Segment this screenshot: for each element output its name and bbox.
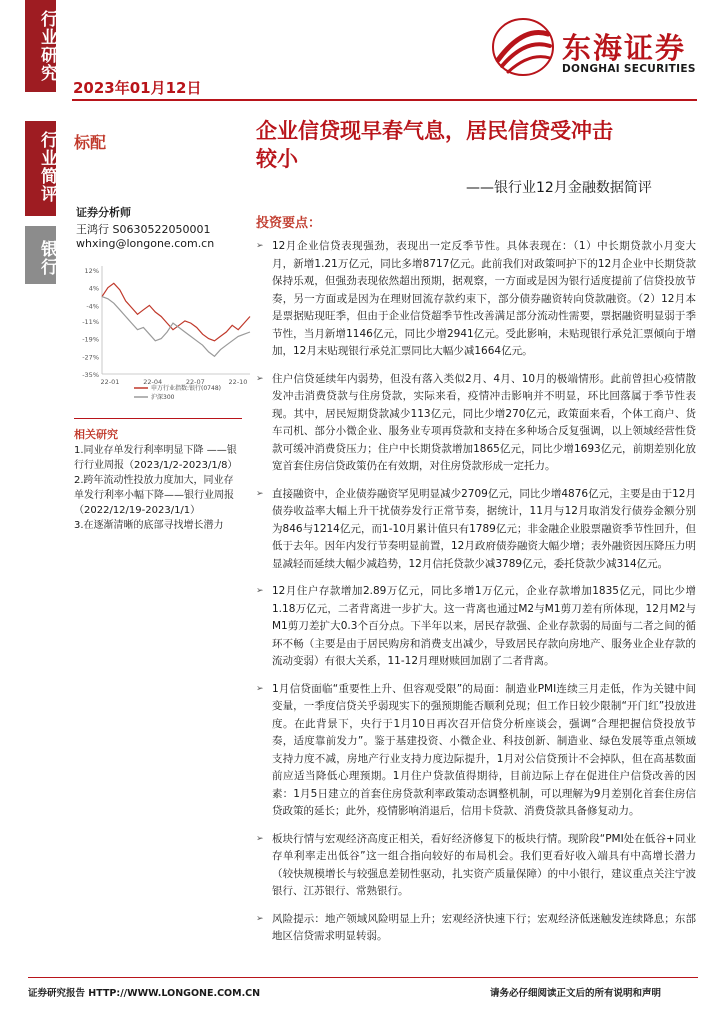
chart-ytick-label: -19% xyxy=(82,335,99,344)
key-points-title: 投资要点： xyxy=(256,216,322,231)
analyst-name: 王鸿行 S0630522050001 xyxy=(76,223,211,236)
header-divider xyxy=(72,99,697,101)
report-title xyxy=(256,117,696,173)
analyst-label: 证券分析师 xyxy=(76,206,131,219)
arrow-bullet-icon: ➢ xyxy=(256,683,264,694)
chart-series-line-2 xyxy=(102,297,250,357)
analyst-email[interactable]: whxing@longone.com.cn xyxy=(76,237,215,250)
chart-ytick-label: 4% xyxy=(88,284,99,293)
left-column-divider xyxy=(74,418,242,419)
chart-ytick-label: -27% xyxy=(82,353,99,362)
key-point-text: 风险提示：地产领域风险明显上升；宏观经济快速下行；宏观经济低迷触发连续降息；东部地区信贷需求明显转弱。 xyxy=(272,912,696,942)
chart-legend-label: 沪深300 xyxy=(151,394,175,401)
arrow-bullet-icon: ➢ xyxy=(256,488,264,499)
key-point xyxy=(256,583,696,671)
performance-chart xyxy=(74,256,254,406)
key-point xyxy=(256,238,696,361)
side-tab-industry-brief: 行业简评 xyxy=(37,131,57,203)
logo-name-cn: 东海证券 xyxy=(562,31,687,65)
footer-left[interactable]: 证券研究报告 HTTP://WWW.LONGONE.COM.CN xyxy=(28,988,261,999)
arrow-bullet-icon: ➢ xyxy=(256,373,264,384)
chart-xtick-label: 22-07 xyxy=(185,378,205,386)
key-point-text: 直接融资中，企业债券融资罕见明显减少2709亿元，同比少增4876亿元，主要是由于12月债券收益率大幅上升干扰债券发行正常节奏，据统计，11月与12月取消发行债券金额分别为846与1214亿元，而1-10月累计值只有1789亿元；非金融企业股票融资季节性回升，但低于去年。因年内发行节奏明显前置，12月政府债券融资大幅少增；表外融资因压降压力明显减轻而延续大幅少减趋势，12月信托贷款少减3789亿元，委托贷款少减314亿元。 xyxy=(272,487,696,570)
key-point-text: 12月企业信贷表现强劲，表现出一定反季节性。具体表现在：（1）中长期贷款小月变大月，新增1.21万亿元，同比多增8717亿元。此前我们对政策呵护下的12月企业中长期贷款保持乐观，但强劲表现依然超出预期，据观察，一方面或是因为银行适度提前了信贷投放节奏，另一方面或是因为在理财回流存款约束下，部分债券融资转向贷款融资。（2）12月本是票据贴现旺季，但由于企业信贷超季节性改善满足部分流动性需要，票据融资明显弱于季节性，当月新增1146亿元，同比少增2941亿元。受此影响，未贴现银行承兑汇票倾向于增加，12月末贴现银行承兑汇票同比大幅少减1664亿元。 xyxy=(272,240,696,357)
key-point xyxy=(256,681,696,821)
key-point-text: 12月住户存款增加2.89万亿元，同比多增1万亿元，企业存款增加1835亿元，同比少增1.18万亿元，二者背离进一步扩大。这一背离也通过M2与M1剪刀差有所体现，12月M2与M1剪刀差扩大0.3个百分点。下半年以来，居民存款强、企业存款弱的局面与二者之间的循环不畅（主要是由于居民购房和消费支出减少，导致居民存款向房地产、服务业企业存款的流动变弱）有很大关系，11-12月理财赎回加剧了二者背离。 xyxy=(272,585,696,667)
key-point xyxy=(256,486,696,574)
chart-ytick-label: -35% xyxy=(82,371,99,379)
chart-xtick-label: 22-01 xyxy=(100,378,120,386)
chart-ytick-label: -4% xyxy=(86,302,99,311)
report-date: 2023年01月12日 xyxy=(73,79,202,97)
title-line-2: 较小 xyxy=(256,147,298,171)
arrow-bullet-icon: ➢ xyxy=(256,241,264,251)
chart-legend-label: 申万行业指数:银行(0748) xyxy=(151,385,221,392)
report-subtitle: ——银行业12月金融数据简评 xyxy=(466,180,652,196)
related-item[interactable]: 1.同业存单发行利率明显下降 ——银行行业周报（2023/1/2-2023/1/8） xyxy=(74,445,238,471)
chart-xtick-label: 22-04 xyxy=(143,378,163,386)
side-tab-bank: 银行 xyxy=(37,240,57,276)
key-point-text: 板块行情与宏观经济高度正相关，看好经济修复下的板块行情。现阶段“PMI处在低谷+同业存单利率走出低谷”这一组合指向较好的布局机会。我们更看好收入端具有中高增长潜力（较快规模增长与较强息差韧性驱动，扎实资产质量保障）的中小银行，建议重点关注宁波银行、江苏银行、常熟银行。 xyxy=(272,832,696,897)
logo-name-en: DONGHAI SECURITIES xyxy=(562,63,696,75)
donghai-logo-icon xyxy=(490,16,556,78)
key-point-text: 1月信贷面临“重要性上升、但容观受限”的局面：制造业PMI连续三月走低，作为关键中间变量，一季度信贷关乎弱现实下的强预期能否顺利兑现；但工作日较少限制“开门红”投放进度。在此背景下，央行于1月10日再次召开信贷分析座谈会，强调“合理把握信贷投放节奏，适度靠前发力”。鉴于基建投资、小微企业、科技创新、制造业、绿色发展等重点领域支持力度不减，房地产行业支持力度边际提升，1月对公信贷预计不会掉队，但在高基数面前应适当降低心理预期。1月住户贷款值得期待，目前边际上存在促进住户信贷改善的因素：1月5日建立的首套住房贷款利率政策动态调整机制，可以理解为9月差别化首套住房信贷政策的延长；此外，疫情影响消退后，信用卡贷款、消费贷款具备修复动力。 xyxy=(272,682,696,817)
title-line-1: 企业信贷现早春气息，居民信贷受冲击 xyxy=(256,119,613,143)
related-research-list xyxy=(74,443,242,533)
side-tab-industry-research: 行业研究 xyxy=(37,10,57,82)
chart-xtick-label: 22-10 xyxy=(228,378,248,386)
key-points-list xyxy=(256,238,696,956)
arrow-bullet-icon: ➢ xyxy=(256,913,264,924)
footer-disclaimer: 请务必仔细阅读正文后的所有说明和声明 xyxy=(490,988,662,999)
chart-ytick-label: -11% xyxy=(82,317,99,326)
key-point xyxy=(256,911,696,946)
related-research-title: 相关研究 xyxy=(74,428,118,441)
footer-divider xyxy=(28,977,698,978)
chart-series-line-1 xyxy=(102,283,250,341)
key-point xyxy=(256,831,696,901)
key-point-text: 住户信贷延续年内弱势，但没有落入类似2月、4月、10月的极端情形。此前曾担心疫情散发冲击消费贷款与住房贷款，实际来看，疫情冲击影响并不明显，环比回落属于季节性表现。其中，居民短期贷款减少113亿元，同比少增270亿元，政策面来看，个体工商户、货车司机、部分小微企业、服务业专项再贷款和支持在多种场合反复强调，以上领域经营性贷款可缓冲消费贷压力；住户中长期贷款增加1865亿元，同比少增1693亿元，前期差别化放宽首套住房信贷政策仍在有效期，对住房贷款形成一定托力。 xyxy=(272,372,696,472)
key-point xyxy=(256,371,696,476)
related-item[interactable]: 3.在逐渐清晰的底部寻找增长潜力 xyxy=(74,520,224,531)
arrow-bullet-icon: ➢ xyxy=(256,833,264,844)
arrow-bullet-icon: ➢ xyxy=(256,586,264,596)
rating: 标配 xyxy=(74,133,107,152)
related-item[interactable]: 2.跨年流动性投放力度加大，同业存单发行利率小幅下降——银行业周报（2022/12/19-2023/1/1） xyxy=(74,475,234,516)
chart-ytick-label: 12% xyxy=(84,267,99,275)
